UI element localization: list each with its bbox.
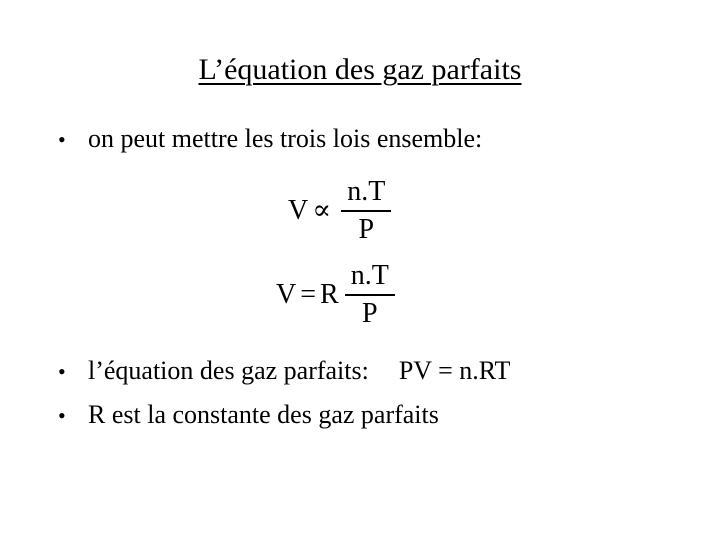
bullet-icon: •	[58, 127, 66, 152]
bullet-text: l’équation des gaz parfaits:	[88, 356, 369, 385]
slide-title	[0, 52, 720, 88]
bullet-text: R est la constante des gaz parfaits	[88, 400, 439, 429]
fraction-numerator: n.T	[347, 176, 386, 207]
bullet-item-combine-laws	[58, 124, 482, 155]
gas-constant: R	[320, 278, 339, 310]
bullet-item-ideal-gas-law	[58, 356, 510, 387]
fraction-denominator: P	[358, 213, 375, 245]
bullet-text: on peut mettre les trois lois ensemble:	[88, 124, 483, 153]
equals-symbol: =	[300, 278, 317, 310]
proportional-symbol: ∝	[312, 194, 332, 226]
fraction-bar	[341, 210, 391, 212]
fraction-bar	[345, 294, 395, 296]
bullet-icon: •	[58, 403, 66, 428]
ideal-gas-formula: PV = n.RT	[398, 356, 511, 385]
equation-lhs: V	[288, 194, 309, 226]
equation-lhs: V	[276, 278, 297, 310]
fraction	[345, 260, 395, 330]
equality-equation	[276, 260, 395, 330]
fraction-numerator: n.T	[350, 260, 389, 291]
bullet-icon: •	[58, 359, 66, 384]
title-text: L’équation des gaz parfaits	[198, 53, 522, 86]
fraction	[341, 176, 391, 246]
bullet-item-gas-constant	[58, 400, 439, 431]
fraction-denominator: P	[361, 297, 378, 329]
proportionality-equation	[288, 176, 391, 246]
